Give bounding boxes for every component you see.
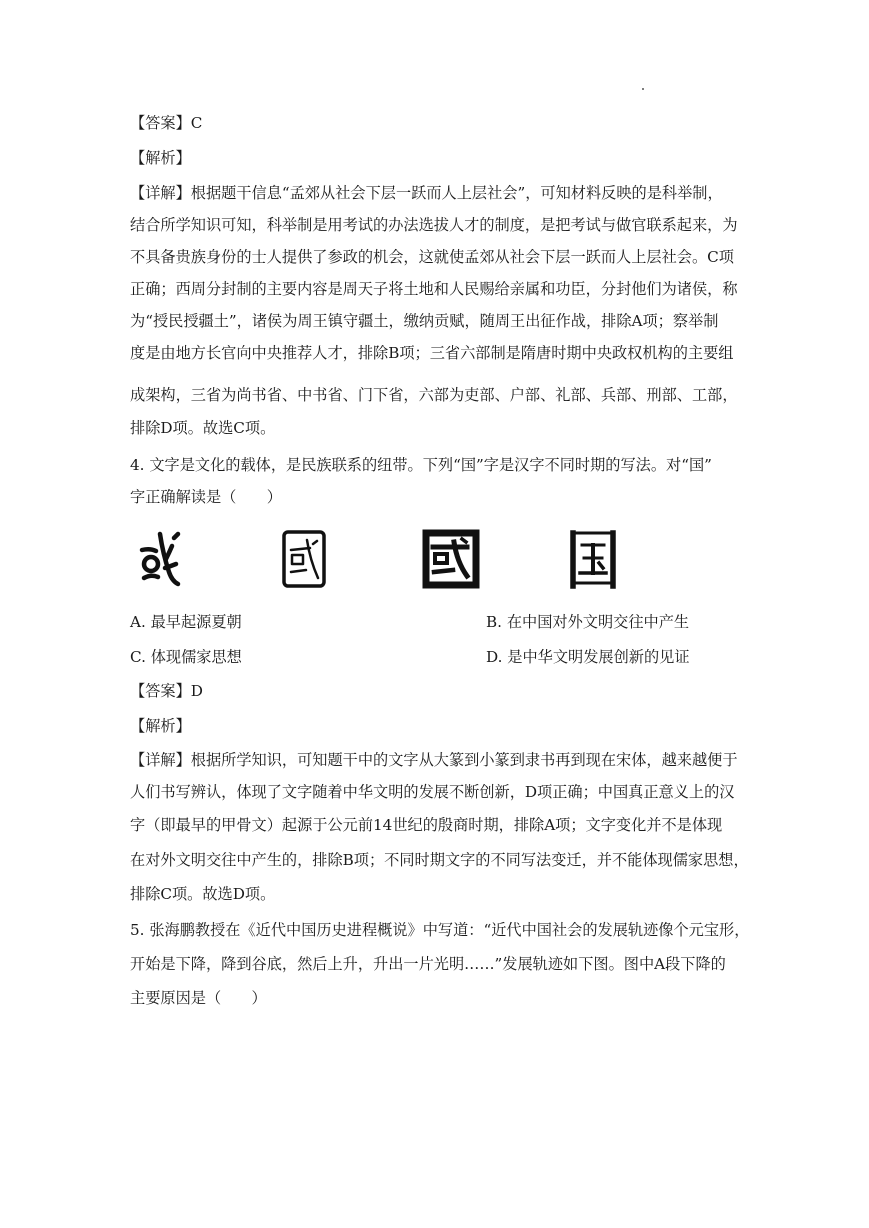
q4-stem-line: 4. 文字是文化的载体，是民族联系的纽带。下列“国”字是汉字不同时期的写法。对“国” — [130, 456, 712, 474]
q3-explanation-line: 【详解】根据题干信息“孟郊从社会下层一跃而人上层社会”，可知材料反映的是科举制， — [130, 184, 723, 202]
guo-character-clerical-form — [421, 528, 481, 590]
q4-explanation-line: 排除C项。故选D项。 — [130, 885, 276, 903]
guo-character-song-form — [567, 528, 619, 590]
q5-stem-line: 主要原因是（ ） — [130, 989, 267, 1007]
q4-answer: 【答案】D — [130, 682, 203, 700]
q4-explanation-line: 人们书写辨认，体现了文字随着中华文明的发展不断创新，D项正确；中国真正意义上的汉 — [130, 783, 735, 801]
q4-option-a: A. 最早起源夏朝 — [130, 613, 242, 631]
q3-explanation-line: 成架构，三省为尚书省、中书省、门下省，六部为吏部、户部、礼部、兵部、刑部、工部， — [130, 386, 738, 404]
q5-stem-line: 开始是下降，降到谷底，然后上升，升出一片光明……”发展轨迹如下图。图中A段下降的 — [130, 955, 726, 973]
q4-explanation-line: 在对外文明交往中产生的，排除B项；不同时期文字的不同写法变迁，并不能体现儒家思想， — [130, 851, 749, 869]
page-dot-mark — [642, 88, 644, 90]
q5-stem-line: 5. 张海鹏教授在《近代中国历史进程概说》中写道：“近代中国社会的发展轨迹像个元宝形， — [130, 921, 750, 939]
q3-explanation-line: 为“授民授疆土”，诸侯为周王镇守疆土，缴纳贡赋，随周王出征作战，排除A项；察举制 — [130, 312, 719, 330]
q3-answer: 【答案】C — [130, 114, 203, 132]
q3-explanation-line: 正确；西周分封制的主要内容是周天子将土地和人民赐给亲属和功臣，分封他们为诸侯，称 — [130, 280, 738, 298]
q4-explanation-line: 【详解】根据所学知识，可知题干中的文字从大篆到小篆到隶书再到现在宋体，越来越便于 — [130, 751, 738, 769]
guo-character-seal-form — [280, 528, 328, 590]
q4-stem-line: 字正确解读是（ ） — [130, 488, 282, 506]
q3-explanation-line: 不具备贵族身份的士人提供了参政的机会，这就使孟郊从社会下层一跃而人上层社会。C项 — [130, 248, 734, 266]
guo-character-oracle-form — [136, 528, 182, 590]
q3-analysis-heading: 【解析】 — [130, 149, 191, 167]
q3-explanation-line: 结合所学知识可知，科举制是用考试的办法选拔人才的制度，是把考试与做官联系起来，为 — [130, 216, 738, 234]
q4-option-c: C. 体现儒家思想 — [130, 648, 242, 666]
q3-explanation-line: 度是由地方长官向中央推荐人才，排除B项；三省六部制是隋唐时期中央政权机构的主要组 — [130, 344, 734, 362]
q4-analysis-heading: 【解析】 — [130, 717, 191, 735]
q4-explanation-line: 字（即最早的甲骨文）起源于公元前14世纪的殷商时期，排除A项；文字变化并不是体现 — [130, 816, 723, 834]
q4-option-d: D. 是中华文明发展创新的见证 — [486, 648, 690, 666]
q4-option-b: B. 在中国对外文明交往中产生 — [486, 613, 690, 631]
q3-explanation-line: 排除D项。故选C项。 — [130, 419, 276, 437]
